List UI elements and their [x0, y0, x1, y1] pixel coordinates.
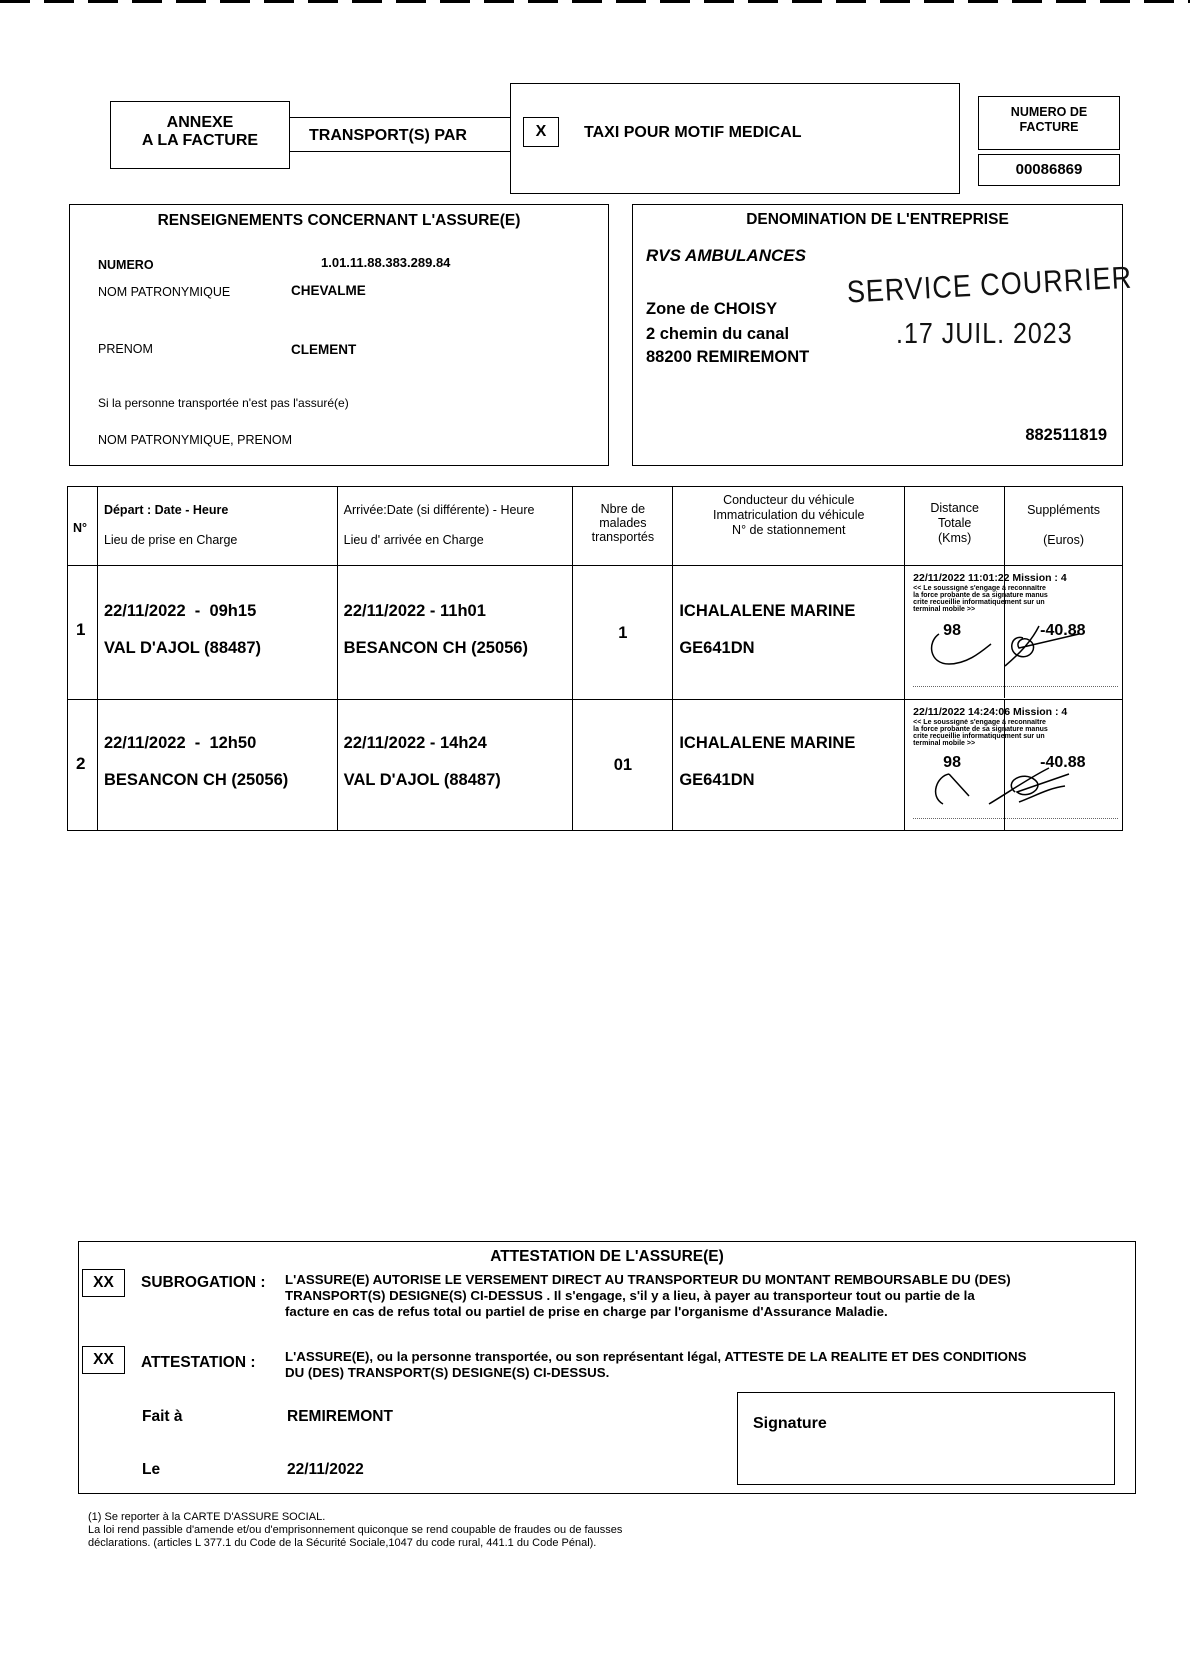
stamp-line2: .17 JUIL. 2023: [896, 317, 1073, 351]
annexe-line2: A LA FACTURE: [141, 132, 259, 149]
footer-line1: (1) Se reporter à la CARTE D'ASSURE SOCIAL.: [88, 1511, 326, 1523]
numero-facture-value-box: [978, 154, 1120, 186]
row-depart-datetime: 22/11/2022 - 12h50: [103, 734, 257, 752]
header-cond-1: Conducteur du véhicule: [723, 493, 855, 507]
sig-note-3: crite recueillie informatiquement sur un: [913, 599, 1045, 606]
mobile-signature-block: [905, 566, 1122, 698]
row-conducteur: ICHALALENE MARINE: [679, 602, 856, 620]
subrogation-checkbox[interactable]: [82, 1269, 125, 1297]
header-connector-line: [290, 117, 510, 118]
assure-title: RENSEIGNEMENTS CONCERNANT L'ASSURE(E): [157, 212, 521, 229]
row-supplement: -40.88: [1040, 754, 1086, 771]
assure-prenom-label: PRENOM: [98, 342, 153, 356]
attestation-text-2: DU (DES) TRANSPORT(S) DESIGNE(S) CI-DESSUS.: [285, 1365, 610, 1380]
header-cond-3: N° de stationnement: [732, 523, 846, 537]
header-supp-2: (Euros): [1043, 533, 1085, 547]
sig-head: 22/11/2022 11:01:22 Mission : 4: [913, 572, 1067, 584]
row-num: 1: [76, 620, 86, 639]
assure-nom-label: NOM PATRONYMIQUE: [98, 285, 231, 299]
header-nbre-1: Nbre de: [600, 502, 646, 516]
footer-line2: La loi rend passible d'amende et/ou d'emprisonnement quiconque se rend coupable de fraudes ou de fausses: [88, 1524, 623, 1536]
service-courrier-stamp: [846, 260, 1133, 355]
table-header-row: [68, 487, 1123, 566]
header-cond-2: Immatriculation du véhicule: [713, 508, 865, 522]
footer-line3: déclarations. (articles L 377.1 du Code de la Sécurité Sociale,1047 du code rural, 441.1 du Code Pénal).: [88, 1537, 597, 1549]
header-dist-3: (Kms): [937, 531, 972, 545]
row-arrivee-datetime: 22/11/2022 - 11h01: [343, 602, 486, 620]
le-value: 22/11/2022: [287, 1461, 364, 1478]
attestation-label: ATTESTATION :: [141, 1354, 256, 1371]
signature-dotted-rule: [913, 686, 1118, 687]
assure-nom-prenom-label: NOM PATRONYMIQUE, PRENOM: [98, 433, 292, 447]
header-depart-2: Lieu de prise en Charge: [103, 533, 238, 547]
annexe-box: [110, 101, 290, 169]
header-nbre-3: transportés: [591, 530, 655, 544]
transport-par-label: TRANSPORT(S) PAR: [309, 127, 467, 144]
header-arrivee-2: Lieu d' arrivée en Charge: [343, 533, 484, 547]
sig-note-1: << Le soussigné s'engage à reconnaître: [913, 585, 1046, 592]
sig-note-3: crite recueillie informatiquement sur un: [913, 733, 1045, 740]
sig-note-4: terminal mobile >>: [913, 606, 976, 613]
assure-numero-label: NUMERO: [98, 258, 154, 272]
attestation-checkbox-mark: XX: [93, 1351, 114, 1368]
numero-facture-label-1: NUMERO DE: [1010, 105, 1088, 119]
signature-field[interactable]: [737, 1392, 1115, 1485]
signature-label: Signature: [753, 1415, 827, 1432]
sig-note-1: << Le soussigné s'engage à reconnaître: [913, 719, 1046, 726]
row-immat: GE641DN: [679, 639, 755, 657]
subrogation-label: SUBROGATION :: [141, 1274, 266, 1291]
entreprise-section: [632, 204, 1133, 466]
transport-mode-box: [510, 83, 960, 194]
numero-facture-value: 00086869: [1015, 161, 1083, 178]
mode-checkbox[interactable]: [523, 117, 559, 147]
row-nbre: 01: [613, 756, 633, 774]
sig-head: 22/11/2022 14:24:06 Mission : 4: [913, 706, 1068, 718]
numero-facture-label-box: [978, 96, 1120, 150]
header-depart-1: Départ : Date - Heure: [103, 503, 229, 517]
header-dist-2: Totale: [937, 516, 972, 530]
handwritten-signature: [919, 614, 1109, 674]
numero-facture-label-2: FACTURE: [1019, 120, 1079, 134]
mode-checkbox-mark: X: [535, 123, 547, 140]
row-num: 2: [76, 754, 86, 773]
attestation-title: ATTESTATION DE L'ASSURE(E): [490, 1248, 724, 1265]
row-immat: GE641DN: [679, 771, 755, 789]
attestation-text-1: L'ASSURE(E), ou la personne transportée, ou son représentant légal, ATTESTE DE LA REALITE ET DES CONDITIONS: [285, 1349, 1027, 1364]
entreprise-title: DENOMINATION DE L'ENTREPRISE: [746, 211, 1009, 228]
row-depart-lieu: VAL D'AJOL (88487): [103, 639, 262, 657]
top-dashed-edge: [0, 0, 1190, 3]
assure-numero-value: 1.01.11.88.383.289.84: [321, 255, 451, 270]
header-dist-1: Distance: [930, 501, 979, 515]
sig-note-2: la force probante de sa signature manus: [913, 726, 1048, 733]
header-connector-line-bottom: [290, 151, 510, 152]
header-num: N°: [73, 521, 88, 535]
row-depart-lieu: BESANCON CH (25056): [103, 771, 289, 789]
row-distance: 98: [943, 754, 961, 771]
assure-section: [69, 204, 609, 466]
row-depart-datetime: 22/11/2022 - 09h15: [103, 602, 257, 620]
subrogation-text-2: TRANSPORT(S) DESIGNE(S) CI-DESSUS . Il s'engage, s'il y a lieu, à payer au transporteur tout ou partie de la: [285, 1288, 975, 1303]
signature-dotted-rule: [913, 818, 1118, 819]
row-arrivee-lieu: VAL D'AJOL (88487): [343, 771, 501, 789]
annexe-line1: ANNEXE: [166, 114, 234, 131]
entreprise-name: RVS AMBULANCES: [646, 246, 806, 265]
entreprise-id: 882511819: [1025, 426, 1107, 444]
le-label: Le: [142, 1461, 161, 1478]
header-arrivee-1: Arrivée:Date (si différente) - Heure: [343, 503, 535, 517]
row-arrivee-datetime: 22/11/2022 - 14h24: [343, 734, 487, 752]
subrogation-text-1: L'ASSURE(E) AUTORISE LE VERSEMENT DIRECT AU TRANSPORTEUR DU MONTANT REMBOURSABLE DU (DES): [285, 1272, 1011, 1287]
subrogation-text-3: facture en cas de refus total ou partiel de prise en charge par l'organisme d'Assurance Maladie.: [285, 1304, 888, 1319]
row-supplement: -40.88: [1040, 622, 1086, 639]
fait-a-value: REMIREMONT: [287, 1408, 393, 1425]
attestation-section: [78, 1241, 1136, 1494]
handwritten-signature: [919, 752, 1109, 812]
row-arrivee-lieu: BESANCON CH (25056): [343, 639, 528, 657]
subrogation-checkbox-mark: XX: [93, 1274, 114, 1291]
attestation-checkbox[interactable]: [82, 1346, 125, 1374]
transport-mode-label: TAXI POUR MOTIF MEDICAL: [584, 124, 802, 141]
entreprise-addr3: 88200 REMIREMONT: [646, 348, 810, 366]
transports-table: [67, 486, 1123, 831]
entreprise-addr2: 2 chemin du canal: [646, 325, 790, 343]
header-nbre-2: malades: [599, 516, 647, 530]
fait-a-label: Fait à: [142, 1408, 183, 1425]
stamp-line1: SERVICE COURRIER: [846, 260, 1133, 310]
assure-note: Si la personne transportée n'est pas l'assuré(e): [98, 396, 349, 410]
table-row: [68, 700, 1123, 831]
row-distance: 98: [943, 622, 961, 639]
sig-note-4: terminal mobile >>: [913, 740, 976, 747]
assure-prenom-value: CLEMENT: [291, 342, 357, 357]
entreprise-addr1: Zone de CHOISY: [646, 300, 778, 318]
mobile-signature-block: [905, 700, 1122, 830]
sig-note-2: la force probante de sa signature manus: [913, 592, 1048, 599]
header-supp-1: Suppléments: [1027, 503, 1101, 517]
row-nbre: 1: [618, 624, 628, 642]
assure-nom-value: CHEVALME: [291, 283, 366, 298]
table-row: [68, 566, 1123, 700]
row-conducteur: ICHALALENE MARINE: [679, 734, 856, 752]
